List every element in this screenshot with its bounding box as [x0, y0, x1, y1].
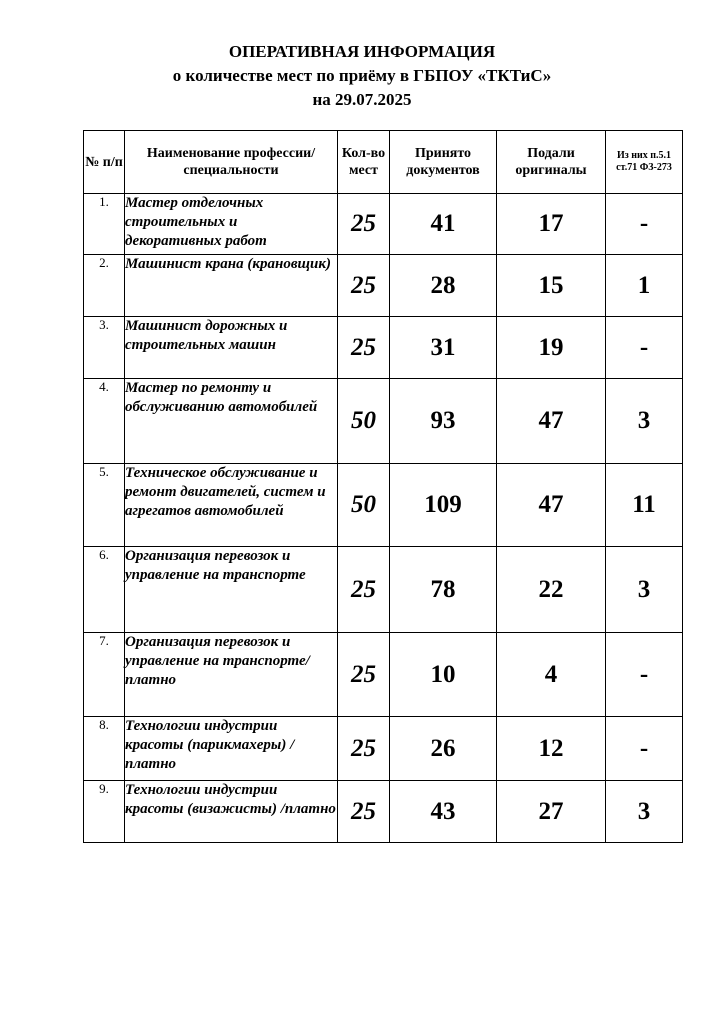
row-places: 25	[338, 717, 390, 781]
document-subtitle: о количестве мест по приёму в ГБПОУ «ТКТиС»	[172, 66, 552, 85]
row-originals: 47	[497, 464, 606, 547]
row-places: 25	[338, 194, 390, 255]
table-row	[84, 194, 683, 255]
document-title: ОПЕРАТИВНАЯ ИНФОРМАЦИЯ	[228, 42, 496, 61]
row-special: -	[606, 317, 683, 379]
row-name: Технологии индустрии красоты (парикмахеры) /платно	[125, 717, 338, 781]
table-header-row	[84, 131, 683, 194]
row-accepted: 31	[390, 317, 497, 379]
row-accepted: 10	[390, 633, 497, 717]
row-special: 3	[606, 379, 683, 464]
row-places: 25	[338, 317, 390, 379]
row-number: 4.	[84, 379, 125, 464]
row-number: 5.	[84, 464, 125, 547]
row-special: -	[606, 194, 683, 255]
column-header-originals: Подали оригиналы	[497, 131, 606, 194]
row-accepted: 93	[390, 379, 497, 464]
row-originals: 22	[497, 547, 606, 633]
table-row	[84, 547, 683, 633]
row-accepted: 78	[390, 547, 497, 633]
row-special: 3	[606, 547, 683, 633]
row-special: 1	[606, 255, 683, 317]
column-header-num: № п/п	[84, 131, 125, 194]
row-places: 25	[338, 781, 390, 843]
column-header-places: Кол-во мест	[338, 131, 390, 194]
table-body	[84, 194, 683, 843]
row-name: Организация перевозок и управление на транспорте/платно	[125, 633, 338, 717]
table-row	[84, 464, 683, 547]
row-number: 9.	[84, 781, 125, 843]
column-header-accepted: Принято документов	[390, 131, 497, 194]
row-special: 3	[606, 781, 683, 843]
table-row	[84, 255, 683, 317]
row-accepted: 43	[390, 781, 497, 843]
row-number: 1.	[84, 194, 125, 255]
row-number: 3.	[84, 317, 125, 379]
column-header-special: Из них п.5.1 ст.71 ФЗ-273	[606, 131, 683, 194]
row-originals: 47	[497, 379, 606, 464]
row-originals: 27	[497, 781, 606, 843]
row-places: 25	[338, 255, 390, 317]
row-number: 6.	[84, 547, 125, 633]
column-header-name: Наименование профессии/специальности	[125, 131, 338, 194]
row-originals: 15	[497, 255, 606, 317]
row-places: 25	[338, 547, 390, 633]
admission-table	[83, 130, 683, 843]
row-originals: 4	[497, 633, 606, 717]
row-name: Мастер отделочных строительных и декоративных работ	[125, 194, 338, 255]
row-name: Машинист крана (крановщик)	[125, 255, 338, 317]
row-number: 7.	[84, 633, 125, 717]
row-special: 11	[606, 464, 683, 547]
row-places: 25	[338, 633, 390, 717]
row-places: 50	[338, 379, 390, 464]
row-number: 2.	[84, 255, 125, 317]
table-row	[84, 781, 683, 843]
row-special: -	[606, 633, 683, 717]
table-row	[84, 379, 683, 464]
table-row	[84, 317, 683, 379]
row-name: Технологии индустрии красоты (визажисты) /платно	[125, 781, 338, 843]
row-originals: 17	[497, 194, 606, 255]
row-name: Организация перевозок и управление на транспорте	[125, 547, 338, 633]
row-special: -	[606, 717, 683, 781]
row-name: Машинист дорожных и строительных машин	[125, 317, 338, 379]
row-accepted: 28	[390, 255, 497, 317]
row-places: 50	[338, 464, 390, 547]
document-date: на 29.07.2025	[312, 90, 412, 109]
row-name: Техническое обслуживание и ремонт двигателей, систем и агрегатов автомобилей	[125, 464, 338, 547]
row-accepted: 109	[390, 464, 497, 547]
row-accepted: 41	[390, 194, 497, 255]
row-name: Мастер по ремонту и обслуживанию автомобилей	[125, 379, 338, 464]
table-row	[84, 633, 683, 717]
row-accepted: 26	[390, 717, 497, 781]
row-number: 8.	[84, 717, 125, 781]
row-originals: 19	[497, 317, 606, 379]
row-originals: 12	[497, 717, 606, 781]
table-row	[84, 717, 683, 781]
